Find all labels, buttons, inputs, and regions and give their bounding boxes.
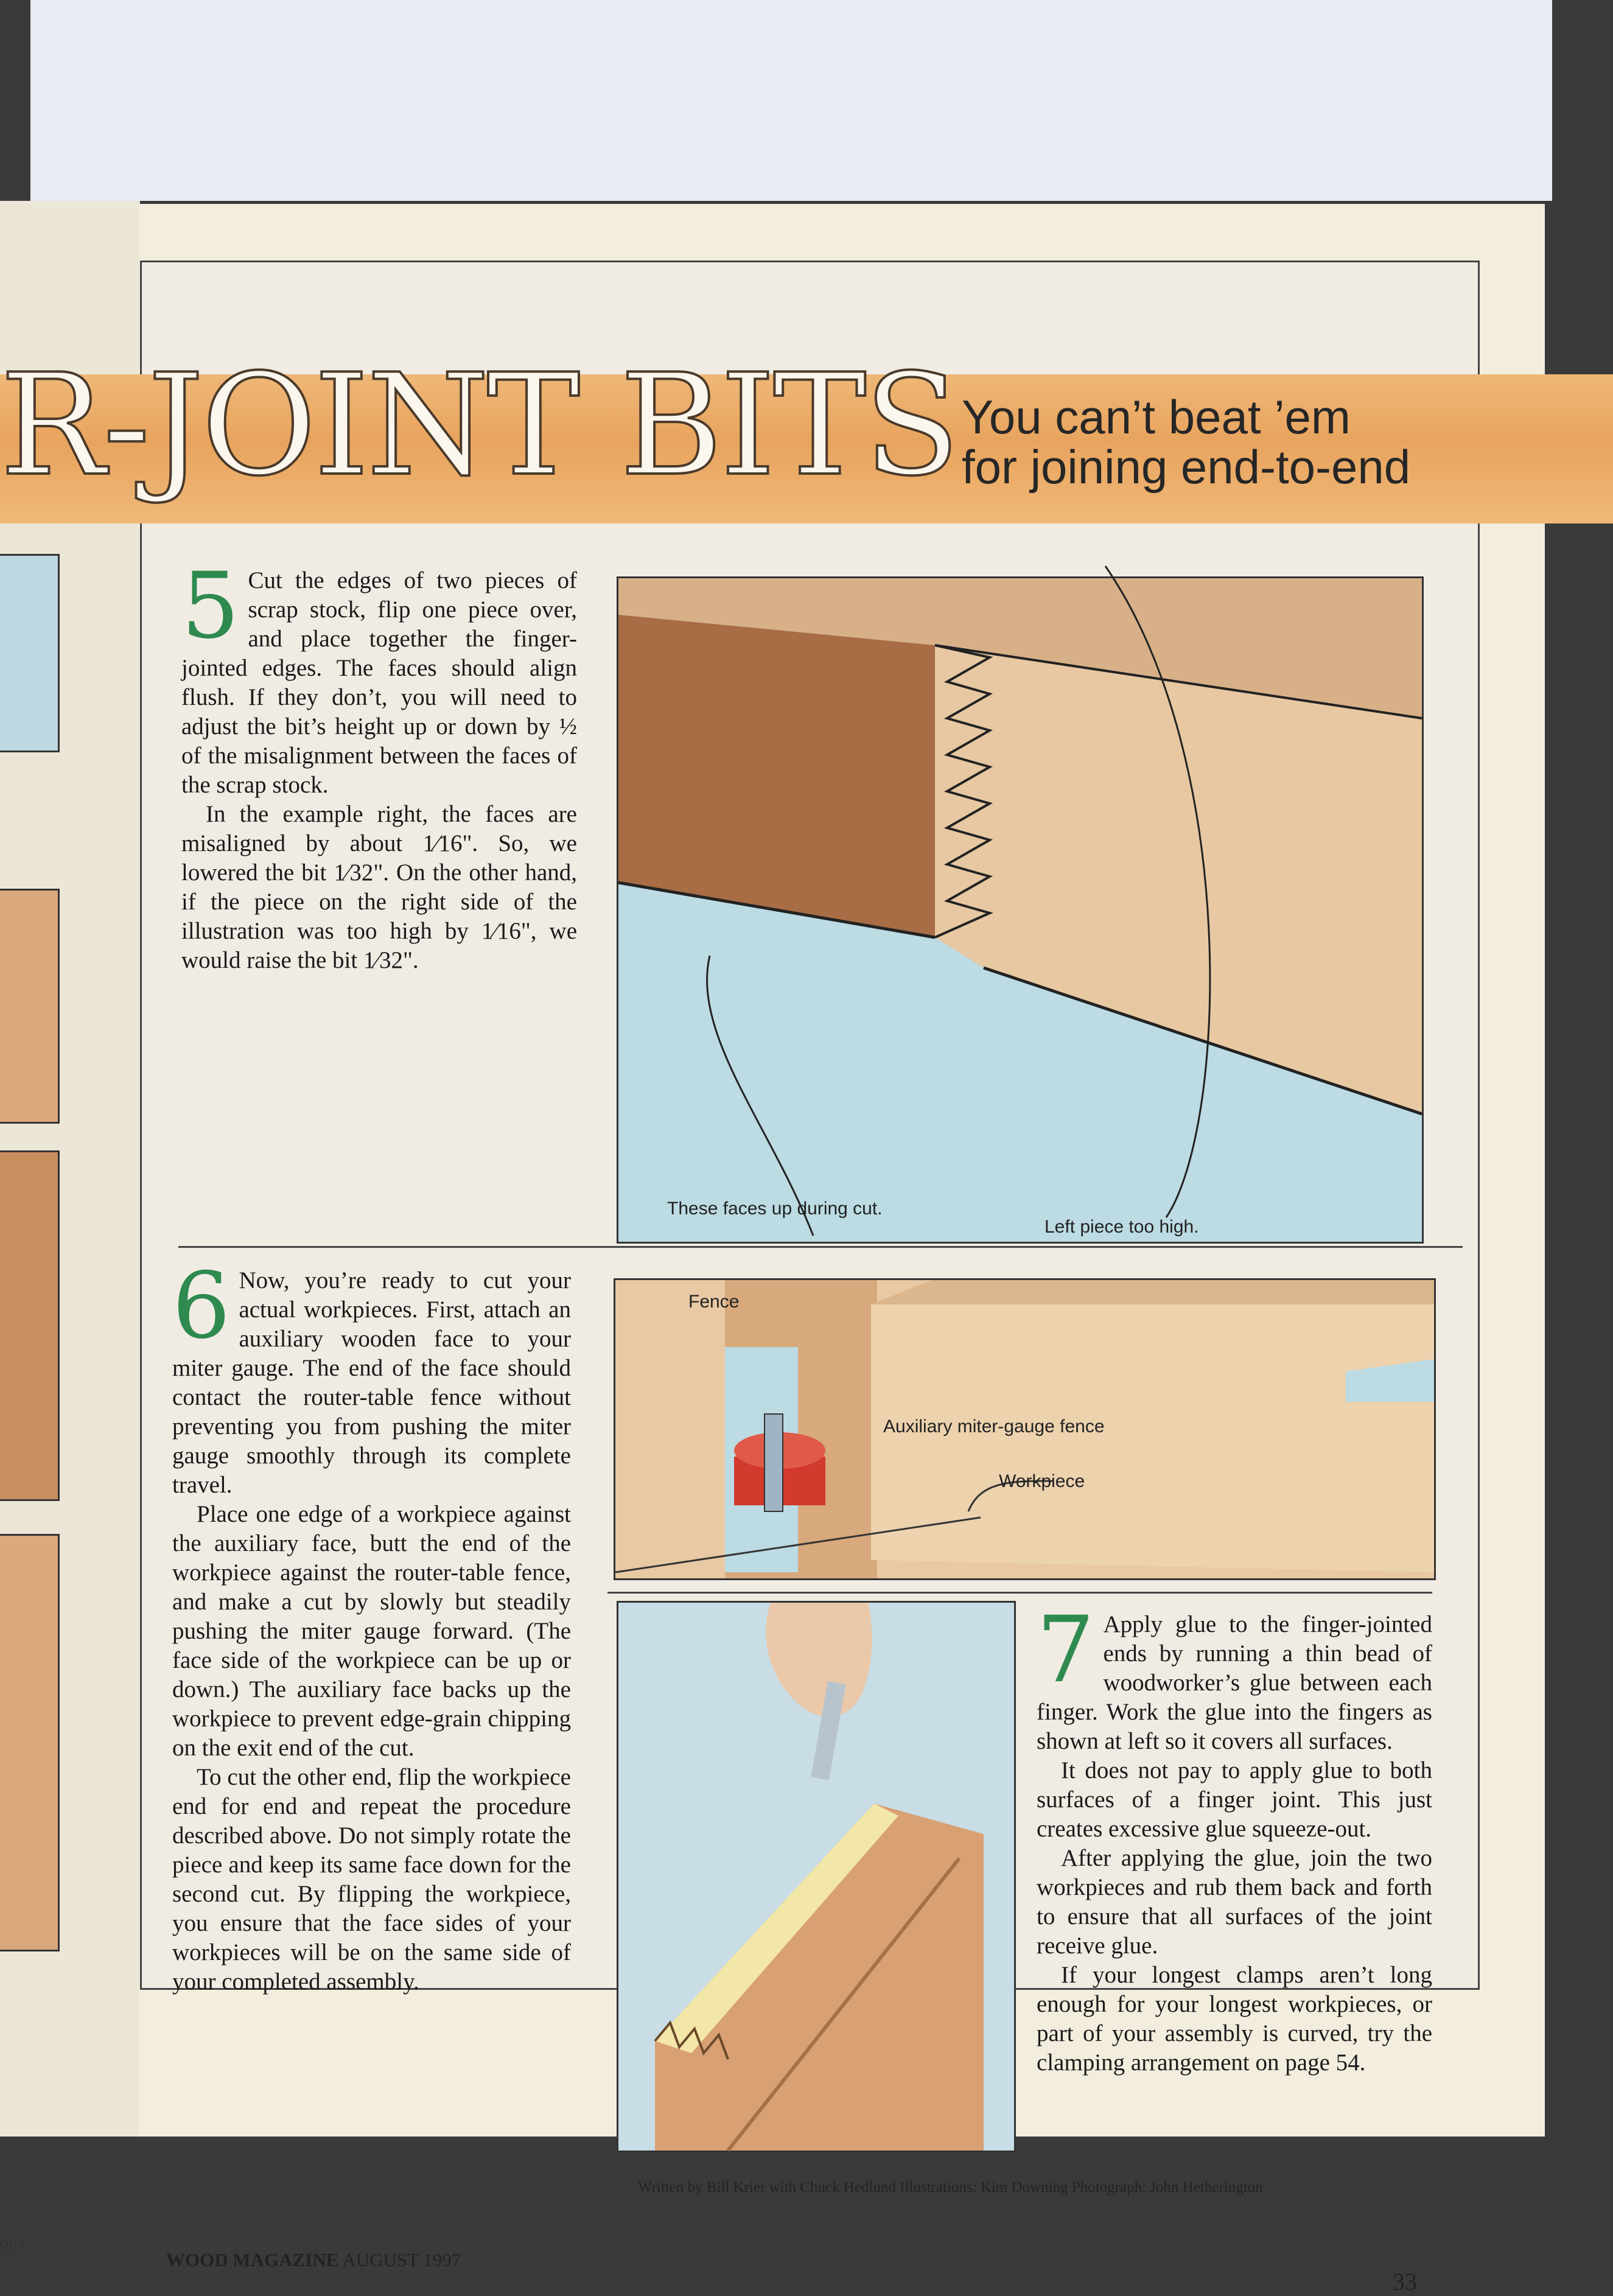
left-page-image	[0, 1150, 60, 1501]
step-7-text	[1037, 1597, 1432, 2077]
article-subtitle	[962, 390, 1510, 494]
fence-illustration	[614, 1278, 1436, 1580]
article-title: R-JOINT BITS	[0, 345, 958, 507]
article-credits: Written by Bill Krier with Chuck Hedlund Illustrations: Kim Downing Photograph: John Hetherington	[638, 2179, 1263, 2196]
subtitle-line: You can’t beat ’em	[962, 390, 1351, 444]
magazine-issue: AUGUST 1997	[342, 2249, 461, 2270]
left-page-image	[0, 889, 60, 1124]
background-sheet	[30, 0, 1552, 201]
label-fence: Fence	[688, 1292, 740, 1312]
step-number: 6	[172, 1253, 231, 1359]
glue-photo	[617, 1601, 1016, 2152]
paragraph: To cut the other end, flip the workpiece end for end and repeat the procedure described above. Do not simply rotate the piece and keep its same face down for the second cut. By flipping the workpiece, you ensure that the face sides of your workpieces will be on the same side of your completed assembly.	[172, 1764, 571, 1995]
article-page	[0, 204, 1545, 2295]
title-banner	[0, 345, 1613, 523]
page-number: 33	[1393, 2268, 1417, 2295]
left-page-image	[0, 1534, 60, 1951]
label-left-piece: Left piece too high.	[1044, 1217, 1199, 1237]
label-faces-up: These faces up during cut.	[667, 1199, 883, 1219]
paragraph: Place one edge of a workpiece against the auxiliary face, butt the end of the workpiece against the router-table fence, and make a cut by slowly but steadily pushing the miter gauge forward. (The face side of the workpiece can be up or down.) The auxiliary face backs up the workpiece to prevent edge-grain chipping on the exit end of the cut.	[172, 1501, 571, 1761]
step-6-text	[172, 1253, 571, 1997]
misalignment-illustration	[617, 576, 1424, 1244]
step-5-text	[181, 553, 577, 975]
subtitle-line: for joining end-to-end	[962, 439, 1411, 494]
magazine-name: WOOD MAGAZINE	[166, 2249, 339, 2270]
section-divider	[178, 1246, 1463, 1248]
left-page-image	[0, 554, 60, 752]
magazine-footer	[166, 2249, 461, 2271]
paragraph: Cut the edges of two pieces of scrap stock, flip one piece over, and place together the finger-jointed edges. The faces should align flush. If they don’t, you will need to adjust the bit’s height up or down by ½ of the misalignment between the faces of the scrap stock.	[181, 567, 577, 798]
paragraph: Apply glue to the finger-jointed ends by running a thin bead of woodworker’s glue between each finger. Work the glue into the fingers as shown at left so it covers all surfaces.	[1037, 1611, 1432, 1754]
paragraph: Now, you’re ready to cut your actual workpieces. First, attach an auxiliary wooden face to your miter gauge. The end of the face should contact the router-table fence without preventing you from pushing the miter gauge smoothly through its complete travel.	[172, 1267, 571, 1498]
paragraph: It does not pay to apply glue to both surfaces of a finger joint. This just creates excessive glue squeeze-out.	[1037, 1757, 1432, 1842]
left-page-footer: 997	[0, 2237, 26, 2256]
paragraph: After applying the glue, join the two workpieces and rub them back and forth to ensure that all surfaces of the joint receive glue.	[1037, 1845, 1432, 1959]
step-number: 5	[181, 553, 240, 659]
step-number: 7	[1037, 1597, 1095, 1703]
label-aux-fence: Auxiliary miter-gauge fence	[883, 1416, 1105, 1437]
paragraph: If your longest clamps aren’t long enough for your longest workpieces, or part of your assembly is curved, try the clamping arrangement on page 54.	[1037, 1962, 1432, 2076]
paragraph: In the example right, the faces are misaligned by about 1⁄16". So, we lowered the bit 1⁄32". On the other hand, if the piece on the right side of the illustration was too high by 1⁄16", we would raise the bit 1⁄32".	[181, 801, 577, 973]
section-divider	[607, 1592, 1432, 1594]
label-workpiece: Workpiece	[999, 1471, 1085, 1491]
